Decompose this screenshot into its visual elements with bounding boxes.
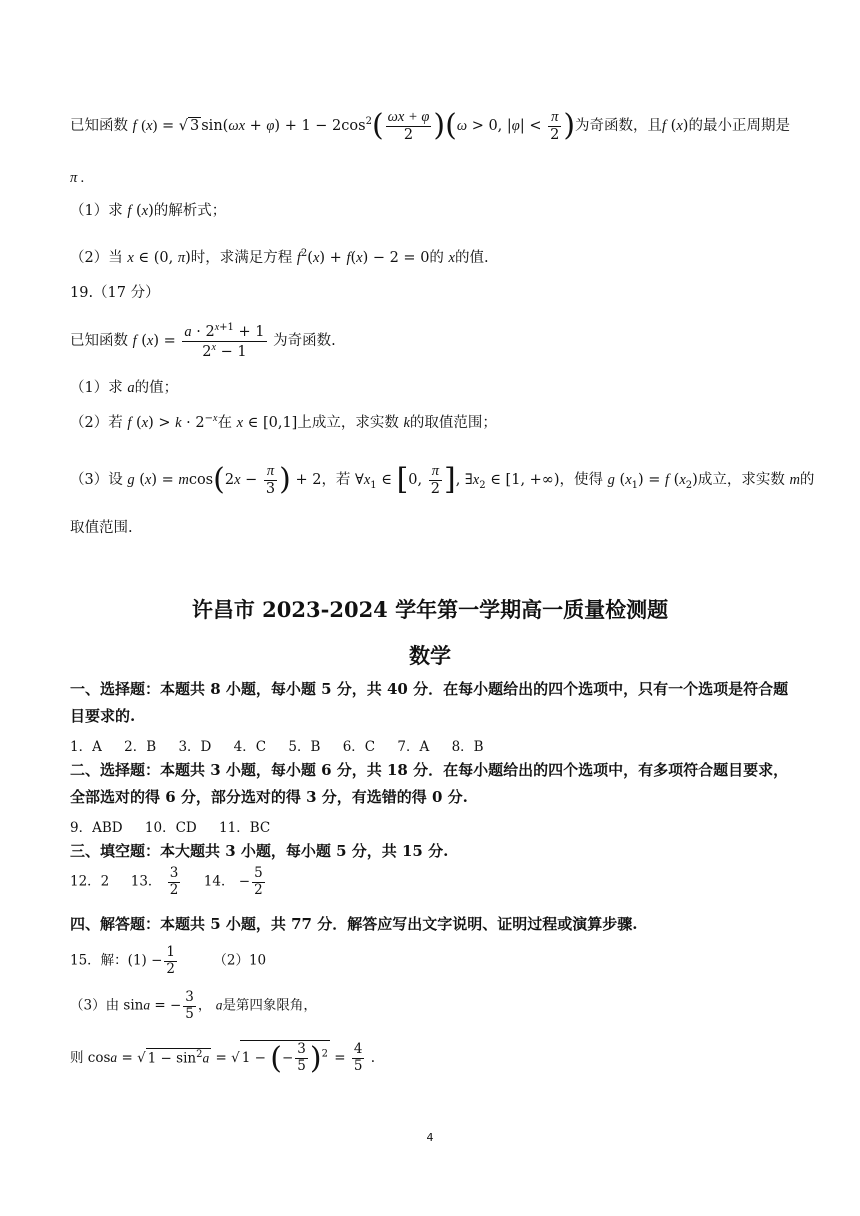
answer-4: 4．C xyxy=(233,739,267,755)
section4-heading: 四、解答题：本题共 5 小题，共 77 分．解答应写出文字说明、证明过程或演算步骤. xyxy=(70,915,638,933)
section1-answers xyxy=(70,735,502,755)
section3-heading: 三、填空题：本大题共 3 小题，每小题 5 分，共 15 分. xyxy=(70,842,449,860)
answer-13-label: 13． xyxy=(130,873,162,890)
answer-15-line2: （3）由 sina = − $\frac{3}{5}$ ， a是第四象限角， xyxy=(70,989,317,1022)
q19-intro: 已知函数 f (x) = $\frac{a \cdot 2^{x+1} + 1}{2^x - 1}$ 为奇函数. xyxy=(70,322,336,360)
answer-title: 许昌市 2023-2024 学年第一学期高一质量检测题 xyxy=(191,597,669,622)
answer-13-value: $\frac{3}{2}$ xyxy=(169,865,179,898)
q19-part3-end: 取值范围. xyxy=(70,520,133,536)
section1-heading: 一、选择题：本题共 8 小题，每小题 5 分，共 40 分．在每小题给出的四个选项中，只有一个选项是符合题目要求的. xyxy=(70,680,789,725)
section2-heading: 二、选择题：本题共 3 小题，每小题 6 分，共 18 分．在每小题给出的四个选项中，有多项符合题目要求，全部选对的得 6 分，部分选对的得 3 分，有选错的得 0 分. xyxy=(70,761,789,806)
q19-header: 19.（17 分） xyxy=(70,285,160,301)
answer-5: 5．B xyxy=(288,739,321,755)
answer-2: 2．B xyxy=(124,739,157,755)
answer-14-value: $\frac{5}{2}$ xyxy=(254,865,263,898)
q19-part2: （2）若 f $(x) > k \cdot 2^{-x}$在 x ∈ [0,1]上成立，求实数 k的取值范围； xyxy=(70,413,497,431)
section3-answers: 12．2 13． $\frac{3}{2}$ 14． − $\frac{5}{2}$ xyxy=(70,865,263,898)
answer-9: 9．ABD xyxy=(70,820,123,836)
answer-15-line3: 则 cosa = √ $1 - \sin^2a$ = √ 1 − (− $\frac{3}{5}$ )$^2$ = $\frac{4}{5}$ . xyxy=(70,1041,376,1076)
answer-10: 10．CD xyxy=(144,820,197,836)
answer-subject: 数学 xyxy=(409,643,451,668)
answer-1: 1．A xyxy=(70,739,102,755)
answer-8: 8．B xyxy=(451,739,484,755)
q18-period: π . xyxy=(70,170,85,186)
answer-7: 7．A xyxy=(397,739,430,755)
section2-answers xyxy=(70,816,288,836)
answer-12: 12．2 xyxy=(70,873,110,890)
answer-15-line1: 15．解：(1) − $\frac{1}{2}$ （2）10 xyxy=(70,944,267,977)
q19-part3: （3）设 g (x) = mcos(2x − $\frac{\pi}{3}$ ) + 2，若 $\forall x_1$ ∈ [0, $\frac{\pi}{2}$ ], $\exists x_2$ ∈ [1, +∞)，使得 g $(x_1) = f$ $(x_2)$成立，求实数 m的 xyxy=(70,462,815,497)
page-number: 4 xyxy=(426,1131,434,1144)
answer-11: 11．BC xyxy=(219,820,271,836)
q18-part2: （2）当 x ∈ (0, π)时，求满足方程 $f^2(x) + f(x) - 2 = 0$的 x的值. xyxy=(70,248,489,266)
answer-6: 6．C xyxy=(342,739,376,755)
q18-part1: （1）求 f (x)的解析式； xyxy=(70,203,227,219)
answer-14-label: 14． xyxy=(203,873,235,890)
q19-part1: （1）求 a的值； xyxy=(70,380,179,396)
q18-intro: 已知函数 f (x) = √ 3 $\sin(\omega x + \varphi) + 1 - 2\cos^2$( $\frac{\omega x + \varphi}{2}$ )(ω > 0, |φ| < $\frac{\pi}{2}$ )为奇函数，且f (x)的最小正周期是 xyxy=(70,108,790,143)
answer-3: 3．D xyxy=(178,739,212,755)
